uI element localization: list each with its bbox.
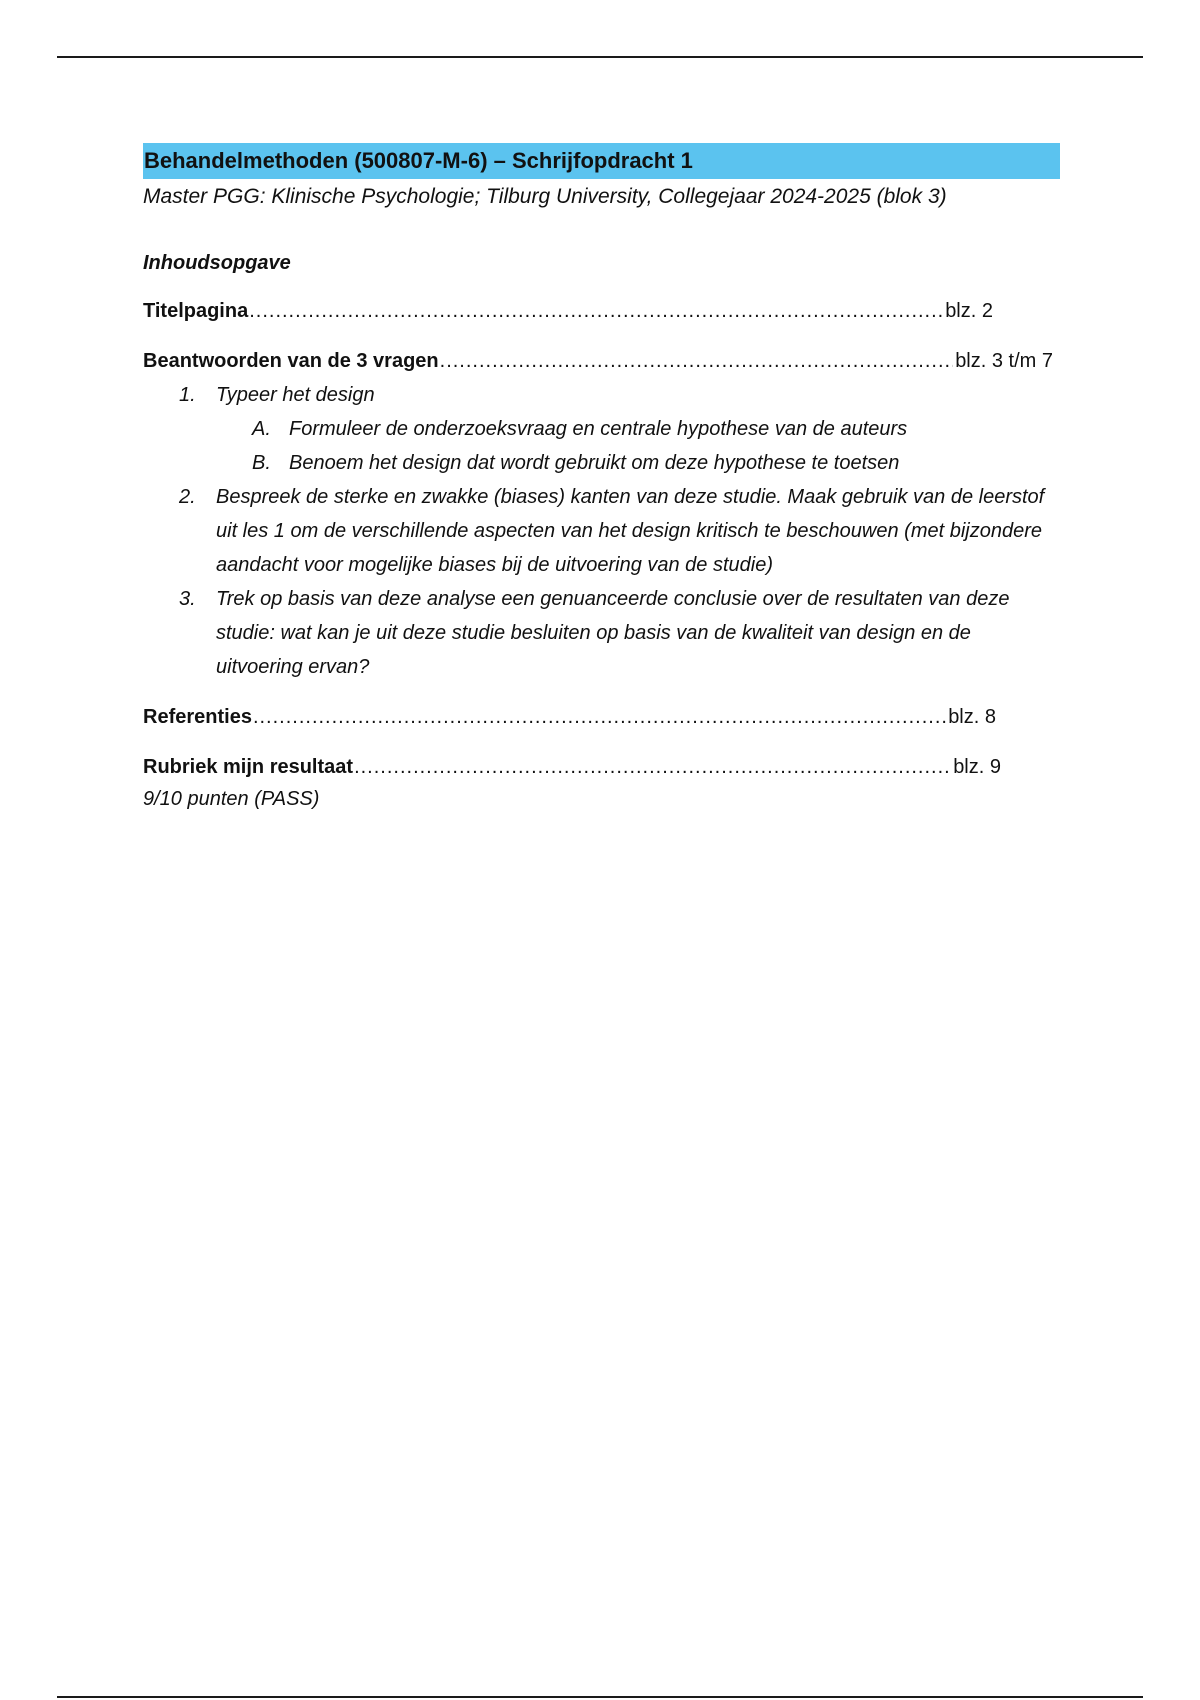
toc-leader-dots (354, 754, 951, 780)
toc-entry-page: blz. 8 (948, 706, 996, 728)
toc-entry-beantwoorden[interactable] (143, 348, 1053, 374)
question-text: Trek op basis van deze analyse een genuanceerde conclusie over de resultaten van deze studie: wat kan je uit deze studie besluiten op basis van de kwaliteit van design en de uitvoering ervan? (216, 588, 1010, 678)
document-title: Behandelmethoden (500807-M-6) – Schrijfopdracht 1 (143, 143, 1060, 179)
sub-question-letter: B. (252, 452, 271, 474)
question-list (143, 378, 1063, 684)
document-page (143, 143, 1063, 812)
toc-entry-label: Rubriek mijn resultaat (143, 756, 354, 778)
sub-question-item (216, 446, 1053, 480)
question-text: Bespreek de sterke en zwakke (biases) kanten van deze studie. Maak gebruik van de leerstof uit les 1 om de verschillende aspecten van het design kritisch te beschouwen (met bijzondere aandacht voor mogelijke biases bij de uitvoering van de studie) (216, 486, 1045, 576)
toc-entry-rubriek[interactable] (143, 754, 1001, 780)
toc-leader-dots (440, 348, 954, 374)
sub-question-letter: A. (252, 418, 271, 440)
sub-question-text: Benoem het design dat wordt gebruikt om deze hypothese te toetsen (289, 452, 900, 474)
toc-entry-label: Titelpagina (143, 300, 249, 322)
toc-entry-label: Beantwoorden van de 3 vragen (143, 350, 439, 372)
question-text: Typeer het design (216, 384, 375, 406)
top-rule (57, 56, 1143, 58)
bottom-rule (57, 1696, 1143, 1698)
question-item (143, 480, 1053, 582)
toc-leader-dots (249, 298, 943, 324)
toc-entry-titelpagina[interactable] (143, 298, 993, 324)
question-number: 1. (179, 384, 196, 406)
question-item (143, 378, 1053, 480)
toc-entry-page: blz. 3 t/m 7 (955, 350, 1053, 372)
toc-heading: Inhoudsopgave (143, 252, 291, 274)
toc-leader-dots (253, 704, 946, 730)
sub-question-list (216, 412, 1053, 480)
question-number: 3. (179, 588, 196, 610)
sub-question-item (216, 412, 1053, 446)
toc-entry-page: blz. 9 (953, 756, 1001, 778)
toc-entry-page: blz. 2 (945, 300, 993, 322)
question-number: 2. (179, 486, 196, 508)
sub-question-text: Formuleer de onderzoeksvraag en centrale hypothese van de auteurs (289, 418, 908, 440)
document-subtitle: Master PGG: Klinische Psychologie; Tilburg University, Collegejaar 2024-2025 (blok 3) (143, 185, 947, 208)
question-item (143, 582, 1053, 684)
toc-entry-referenties[interactable] (143, 704, 996, 730)
result-score: 9/10 punten (PASS) (143, 788, 320, 810)
toc-entry-label: Referenties (143, 706, 252, 728)
